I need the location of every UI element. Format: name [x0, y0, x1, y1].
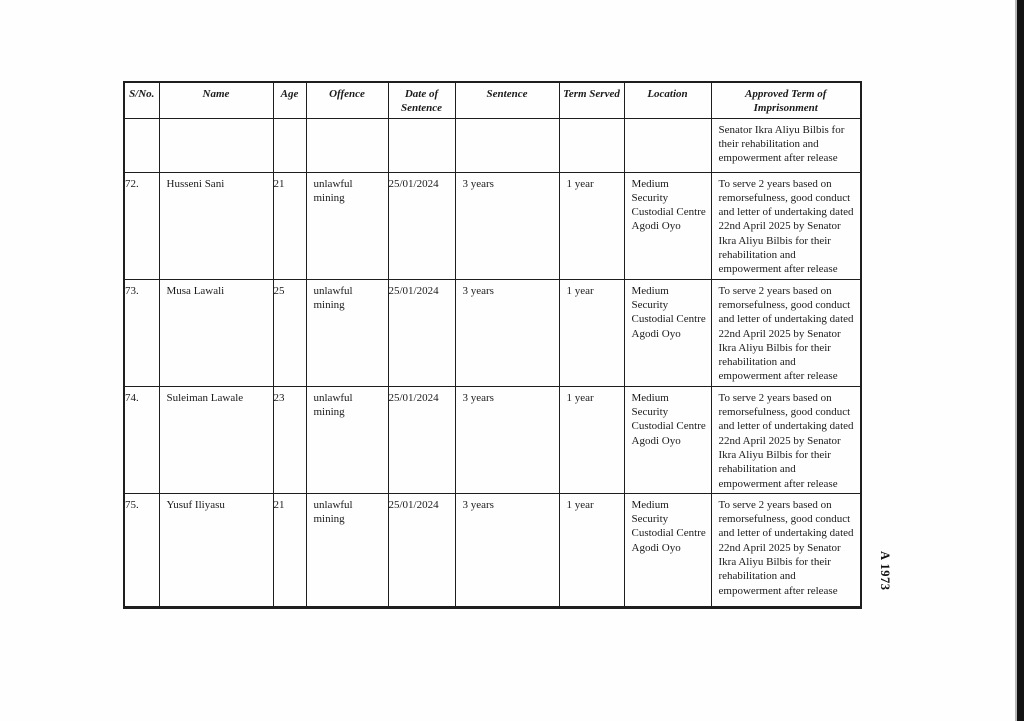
cell-name: Yusuf Iliyasu: [159, 493, 273, 607]
cell-sno: 75.: [124, 493, 159, 607]
cell-age: 21: [273, 493, 306, 607]
cell-date: 25/01/2024: [388, 172, 455, 279]
cell-name: Husseni Sani: [159, 172, 273, 279]
cell-sentence: 3 years: [455, 279, 559, 386]
cell-sentence: [455, 118, 559, 172]
cell-offence: unlawful mining: [306, 493, 388, 607]
cell-offence: unlawful mining: [306, 279, 388, 386]
page-margin-label: A 1973: [878, 551, 892, 591]
header-offence: Offence: [306, 82, 388, 118]
cell-age: 21: [273, 172, 306, 279]
cell-approved-term: To serve 2 years based on remorsefulness, good conduct and letter of undertaking dated 22nd April 2025 by Senator Ikra Aliyu Bilbis for their rehabilitation and empowerment after release: [711, 386, 861, 493]
cell-date: 25/01/2024: [388, 493, 455, 607]
cell-sno: 73.: [124, 279, 159, 386]
photo-edge-shadow: [1015, 0, 1024, 721]
cell-approved-term: To serve 2 years based on remorsefulness, good conduct and letter of undertaking dated 22nd April 2025 by Senator Ikra Aliyu Bilbis for their rehabilitation and empowerment after release: [711, 172, 861, 279]
header-age: Age: [273, 82, 306, 118]
cell-date: 25/01/2024: [388, 279, 455, 386]
header-sentence: Sentence: [455, 82, 559, 118]
cell-location: Medium Security Custodial Centre Agodi Oyo: [624, 386, 711, 493]
cell-approved-term: To serve 2 years based on remorsefulness, good conduct and letter of undertaking dated 22nd April 2025 by Senator Ikra Aliyu Bilbis for their rehabilitation and empowerment after release: [711, 493, 861, 607]
cell-term: 1 year: [559, 172, 624, 279]
header-name: Name: [159, 82, 273, 118]
cell-sno: [124, 118, 159, 172]
cell-sno: 74.: [124, 386, 159, 493]
cell-location: Medium Security Custodial Centre Agodi Oyo: [624, 172, 711, 279]
cell-term: [559, 118, 624, 172]
cell-term: 1 year: [559, 386, 624, 493]
cell-location: Medium Security Custodial Centre Agodi Oyo: [624, 493, 711, 607]
cell-offence: unlawful mining: [306, 172, 388, 279]
table-row-continuation: [124, 118, 861, 172]
header-location: Location: [624, 82, 711, 118]
table-header-row: [124, 82, 861, 118]
cell-offence: unlawful mining: [306, 386, 388, 493]
cell-age: 25: [273, 279, 306, 386]
cell-approved-term: To serve 2 years based on remorsefulness, good conduct and letter of undertaking dated 22nd April 2025 by Senator Ikra Aliyu Bilbis for their rehabilitation and empowerment after release: [711, 279, 861, 386]
header-sno: S/No.: [124, 82, 159, 118]
cell-approved-term: Senator Ikra Aliyu Bilbis for their rehabilitation and empowerment after release: [711, 118, 861, 172]
table-row: [124, 386, 861, 493]
cell-sentence: 3 years: [455, 172, 559, 279]
cell-sentence: 3 years: [455, 493, 559, 607]
cell-name: [159, 118, 273, 172]
cell-location: [624, 118, 711, 172]
cell-term: 1 year: [559, 493, 624, 607]
cell-name: Musa Lawali: [159, 279, 273, 386]
header-approved-term: Approved Term of Imprisonment: [711, 82, 861, 118]
cell-sentence: 3 years: [455, 386, 559, 493]
cell-name: Suleiman Lawale: [159, 386, 273, 493]
header-term-served: Term Served: [559, 82, 624, 118]
header-date-of-sentence: Date of Sentence: [388, 82, 455, 118]
cell-date: 25/01/2024: [388, 386, 455, 493]
table-row: [124, 279, 861, 386]
cell-age: 23: [273, 386, 306, 493]
convicts-sentence-table: [123, 81, 862, 609]
cell-sno: 72.: [124, 172, 159, 279]
table-row: [124, 493, 861, 607]
cell-offence: [306, 118, 388, 172]
cell-location: Medium Security Custodial Centre Agodi Oyo: [624, 279, 711, 386]
table-row: [124, 172, 861, 279]
cell-age: [273, 118, 306, 172]
cell-term: 1 year: [559, 279, 624, 386]
cell-date: [388, 118, 455, 172]
